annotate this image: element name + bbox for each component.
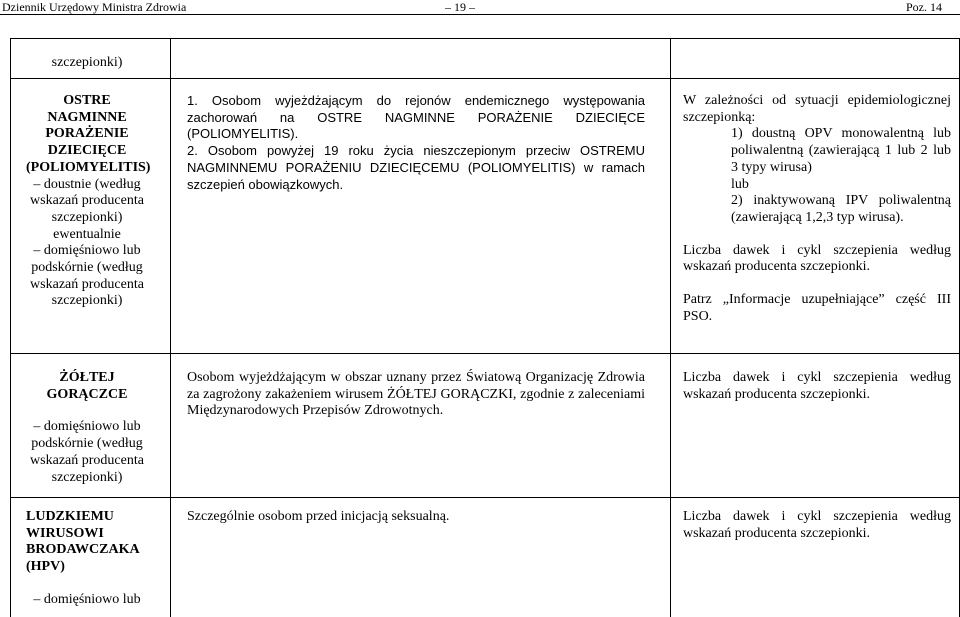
- disease-name-line: PORAŻENIE: [45, 126, 129, 142]
- polio-disease-cell: [26, 93, 151, 310]
- route-line: szczepionki): [51, 209, 123, 225]
- polio-groups-cell: [187, 93, 645, 193]
- route-line: – domięśniowo lub: [33, 243, 141, 259]
- disease-name-line: ŻÓŁTEJ: [59, 370, 115, 385]
- position-number: Poz. 14: [906, 0, 942, 14]
- group-item: 1. Osobom wyjeżdżającym do rejonów endemicznego występowania zachorowań na OSTRE NAGMINNE PORAŻENIE DZIECIĘCE (POLIOMYELITIS).: [187, 93, 645, 142]
- hpv-groups-cell: Szczególnie osobom przed inicjacją seksualną.: [187, 509, 450, 524]
- route-line: szczepionki): [51, 293, 123, 309]
- route-line: – domięśniowo lub: [33, 591, 141, 607]
- disease-name-line: BRODAWCZAKA: [26, 542, 140, 558]
- route-line: – domięśniowo lub: [33, 419, 141, 435]
- route-line: szczepionki): [51, 469, 123, 485]
- yellow-fever-groups-cell: Osobom wyjeżdżającym w obszar uznany przez Światową Organizację Zdrowia za zagrożony zakażeniem wirusem ŻÓŁTEJ GORĄCZKI, zgodnie z zaleceniami Międzynarodowych Przepisów Zdrowotnych.: [187, 370, 645, 419]
- disease-name-line: (HPV): [26, 559, 65, 575]
- header-rule: [0, 14, 960, 15]
- page-number: – 19 –: [445, 0, 475, 14]
- group-item: 2. Osobom powyżej 19 roku życia nieszczepionym przeciw OSTREMU NAGMINNEMU PORAŻENIU DZIECIĘCEMU (POLIOMYELITIS) w ramach szczepień obowiązkowych.: [187, 143, 645, 192]
- column-divider-2: [670, 38, 671, 617]
- route-line: wskazań producenta: [30, 452, 144, 468]
- schedule-doses: Liczba dawek i cykl szczepienia według wskazań producenta szczepionki.: [683, 242, 951, 275]
- route-line: wskazań producenta: [30, 276, 144, 292]
- yellow-fever-schedule-cell: Liczba dawek i cykl szczepienia według wskazań producenta szczepionki.: [683, 370, 951, 402]
- schedule-option-2: 2) inaktywowaną IPV poliwalentną (zawierającą 1,2,3 typ wirusa).: [731, 193, 951, 225]
- table-top-rule: [10, 38, 960, 39]
- route-line: podskórnie (według: [31, 260, 143, 276]
- continuation-cell: szczepionki): [51, 55, 123, 70]
- route-line: wskazań producenta: [30, 193, 144, 209]
- disease-name-line: LUDZKIEMU: [26, 509, 114, 524]
- hpv-schedule-cell: Liczba dawek i cykl szczepienia według wskazań producenta szczepionki.: [683, 509, 951, 541]
- route-line: podskórnie (według: [31, 436, 143, 452]
- disease-name-line: (POLIOMYELITIS): [26, 159, 151, 175]
- disease-name-line: WIRUSOWI: [26, 525, 104, 541]
- disease-name-line: NAGMINNE: [47, 109, 127, 125]
- table-border-left: [10, 38, 11, 617]
- row-divider-3: [10, 497, 960, 498]
- hpv-disease-cell: [26, 509, 148, 609]
- page-header: [0, 0, 960, 14]
- schedule-intro: W zależności od sytuacji epidemiologicznej szczepionką:: [683, 93, 951, 125]
- route-line: ewentualnie: [53, 226, 121, 242]
- schedule-option-1: 1) doustną OPV monowalentną lub poliwalentną (zawierającą 1 lub 2 lub 3 typy wirusa): [731, 126, 951, 175]
- polio-schedule-cell: [683, 93, 951, 325]
- disease-name-line: GORĄCZCE: [46, 386, 128, 402]
- disease-name-line: OSTRE: [63, 93, 111, 108]
- disease-name-line: DZIECIĘCE: [47, 143, 127, 159]
- row-divider-2: [10, 353, 960, 354]
- row-divider-1: [10, 78, 960, 79]
- column-divider-1: [170, 38, 171, 617]
- journal-title: Dziennik Urzędowy Ministra Zdrowia: [2, 0, 187, 14]
- route-line: – doustnie (według: [33, 176, 141, 192]
- schedule-or: lub: [731, 176, 749, 192]
- yellow-fever-disease-cell: [26, 370, 148, 486]
- schedule-reference: Patrz „Informacje uzupełniające” część III PSO.: [683, 292, 951, 324]
